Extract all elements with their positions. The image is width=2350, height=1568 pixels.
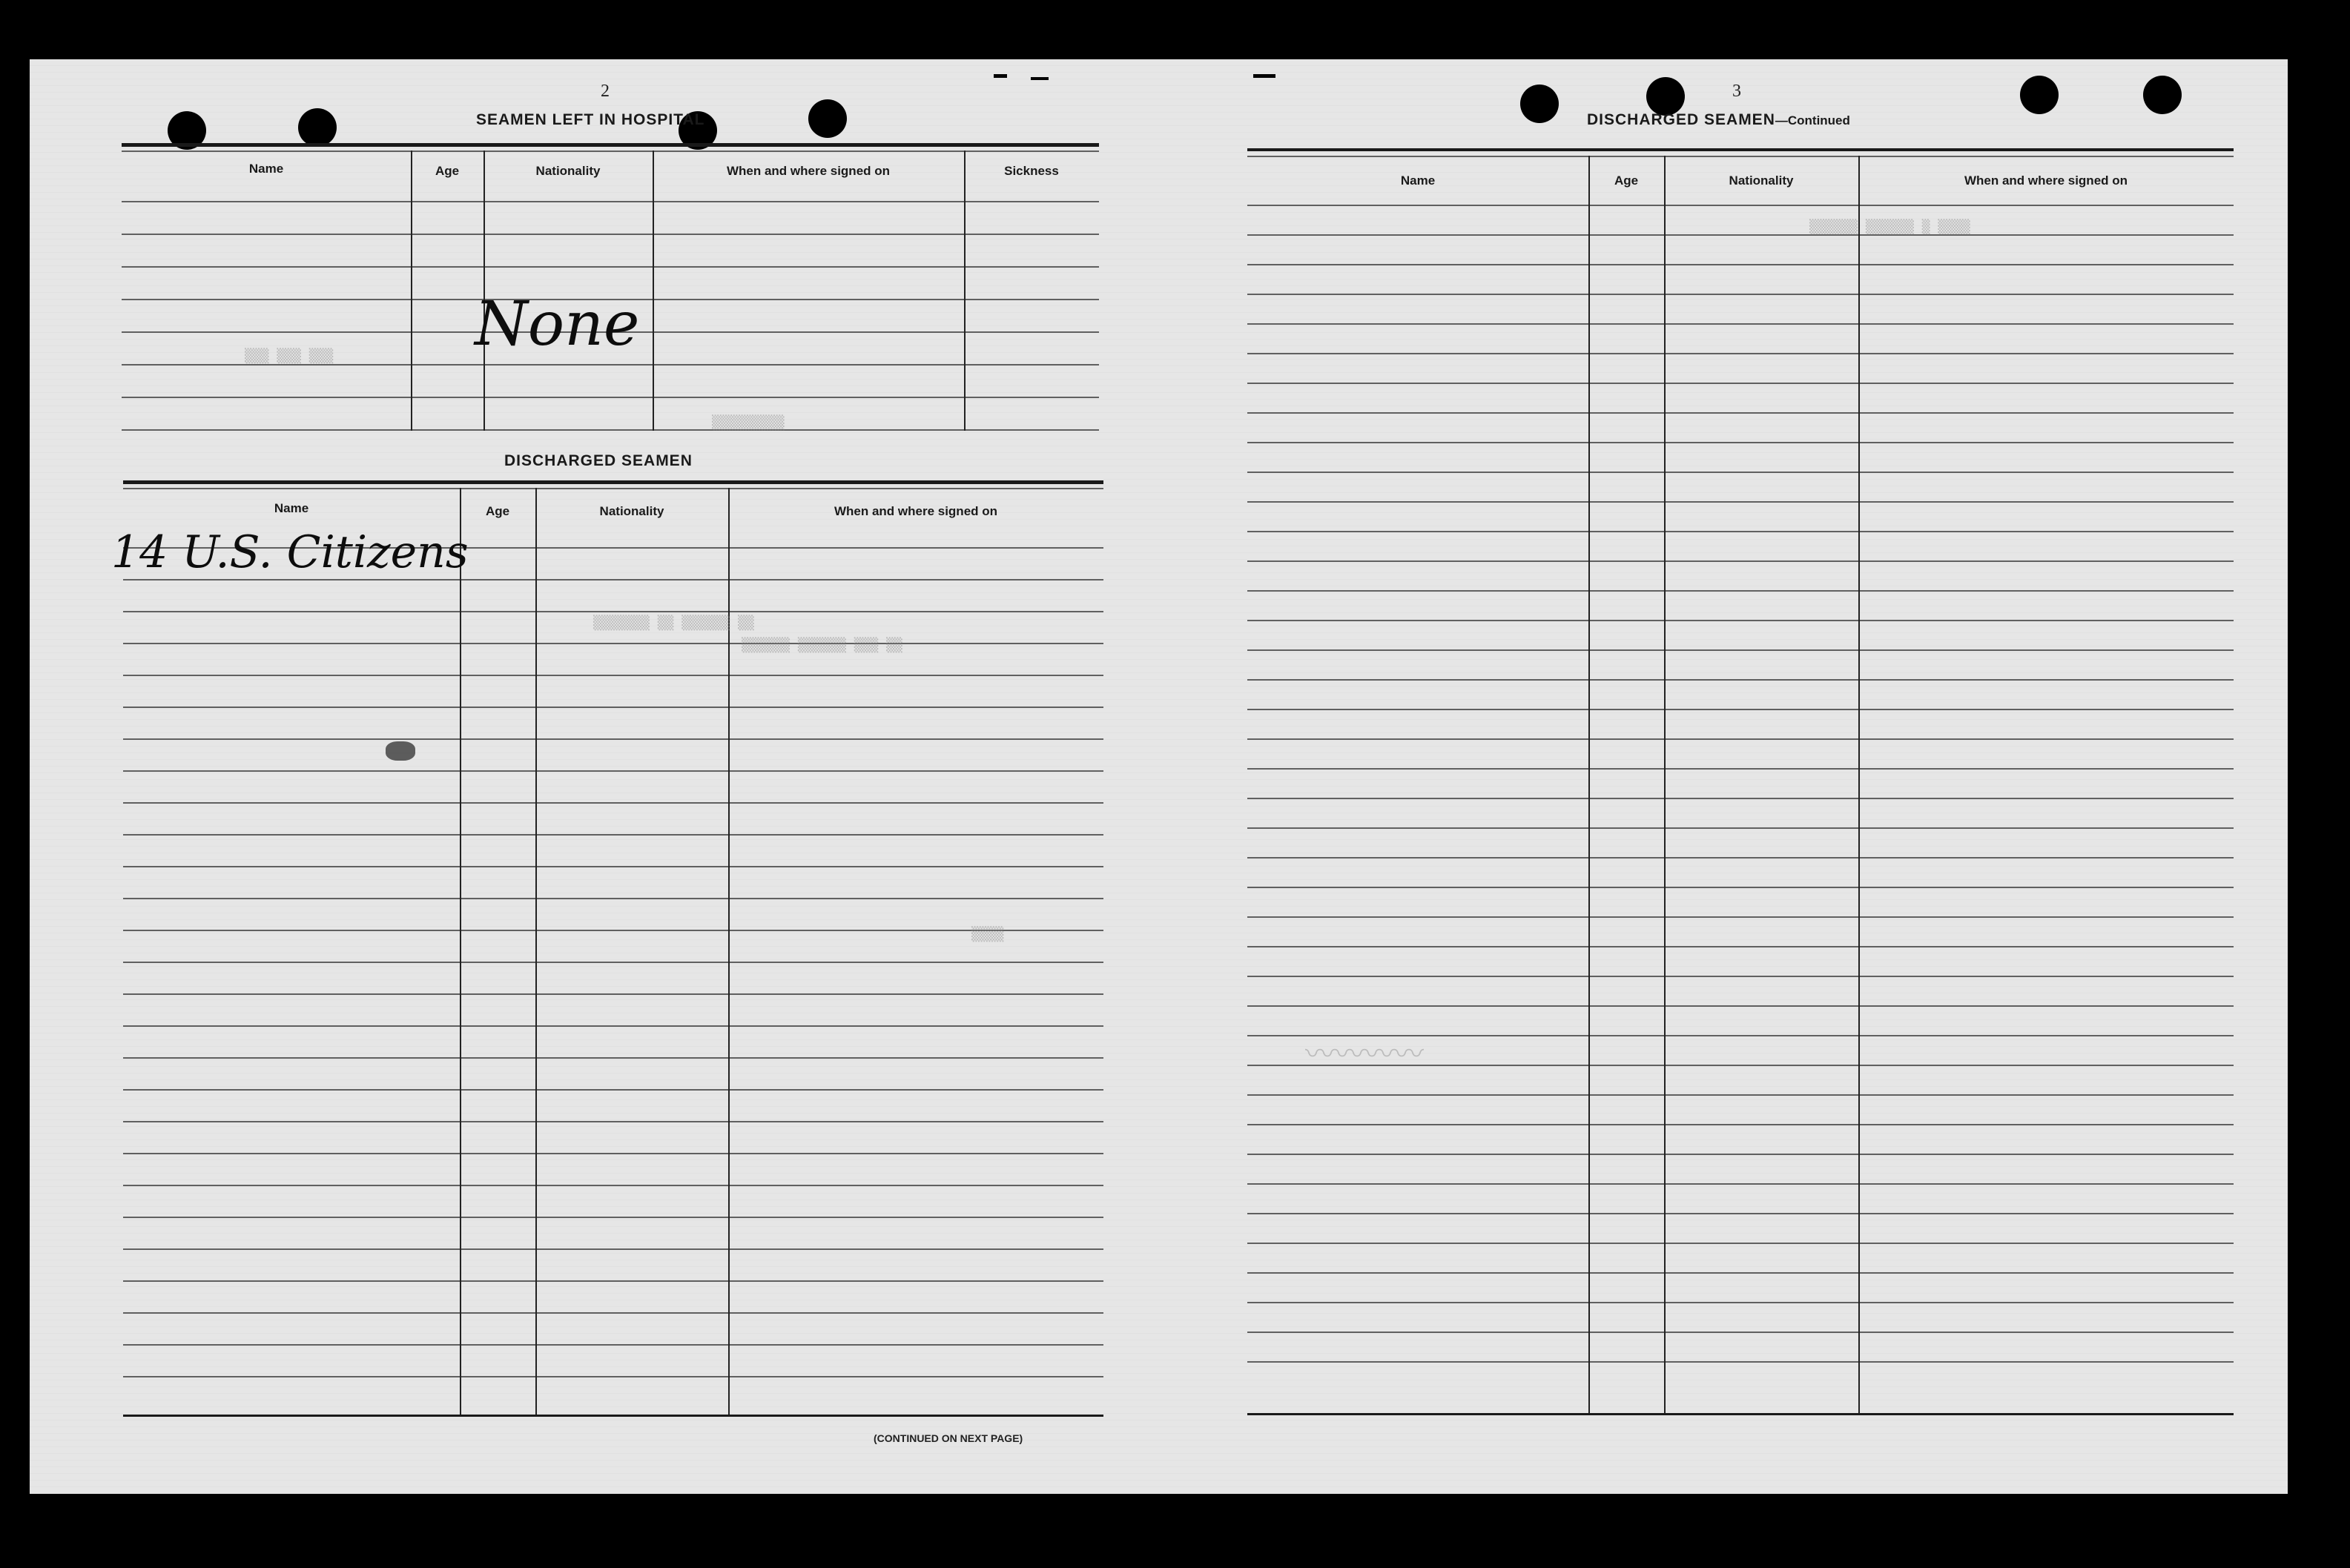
column-header-name: Name xyxy=(274,501,309,515)
page-number: 3 xyxy=(1732,82,1741,101)
punch-hole xyxy=(1520,85,1559,123)
column-header-when-where: When and where signed on xyxy=(726,164,891,178)
column-header-nationality: Nationality xyxy=(535,164,601,178)
right-title-continued: —Continued xyxy=(1775,113,1850,128)
column-header-age: Age xyxy=(485,504,510,518)
right-title-main: DISCHARGED SEAMEN xyxy=(1587,111,1775,128)
column-header-age: Age xyxy=(1614,173,1639,188)
punch-hole xyxy=(1646,77,1685,116)
bleed-through-text: ▒▒▒▒▒▒ ▒▒▒▒▒▒ ▒ ▒▒▒▒ xyxy=(1809,219,1970,235)
column-header-nationality: Nationality xyxy=(1729,173,1794,188)
discharged-continued-table xyxy=(1247,148,2234,1418)
continued-footer: (CONTINUED ON NEXT PAGE) xyxy=(874,1432,1023,1444)
hospital-section-title: SEAMEN LEFT IN HOSPITAL xyxy=(476,111,705,128)
punch-hole xyxy=(808,99,847,138)
punch-hole xyxy=(2143,76,2182,114)
scan-mark xyxy=(380,1505,383,1557)
scan-mark xyxy=(994,74,1007,78)
right-section-title xyxy=(1587,111,1850,129)
bleed-through-text: ▒▒▒▒▒▒▒ ▒▒ ▒▒▒▒▒▒ ▒▒ xyxy=(593,615,754,631)
punch-hole xyxy=(298,108,337,147)
punch-hole xyxy=(2020,76,2059,114)
column-header-nationality: Nationality xyxy=(599,504,664,518)
scan-mark xyxy=(1253,74,1275,78)
handwritten-us-citizens: 14 U.S. Citizens xyxy=(111,526,469,578)
column-header-name: Name xyxy=(248,162,284,176)
hospital-table xyxy=(122,143,1099,432)
bleed-through-text: 〰〰〰〰 xyxy=(1305,1037,1424,1071)
discharged-section-title: DISCHARGED SEAMEN xyxy=(504,452,693,469)
bleed-through-text: ▒▒▒▒▒▒▒▒▒ xyxy=(712,415,785,431)
column-header-when-where: When and where signed on xyxy=(1964,173,2128,188)
column-header-age: Age xyxy=(435,164,460,178)
column-header-when-where: When and where signed on xyxy=(834,504,998,518)
bleed-through-text: ▒▒▒▒ xyxy=(971,927,1004,942)
bleed-through-text: ▒▒▒ ▒▒▒ ▒▒▒ xyxy=(245,348,334,364)
column-header-sickness: Sickness xyxy=(1004,164,1059,178)
bleed-through-text: ▒▒▒▒▒▒ ▒▒▒▒▒▒ ▒▒▒ ▒▒ xyxy=(742,638,902,653)
page-number: 2 xyxy=(601,82,610,101)
scan-mark xyxy=(1031,77,1049,80)
column-header-name: Name xyxy=(1400,173,1436,188)
handwritten-none: None xyxy=(475,289,640,360)
